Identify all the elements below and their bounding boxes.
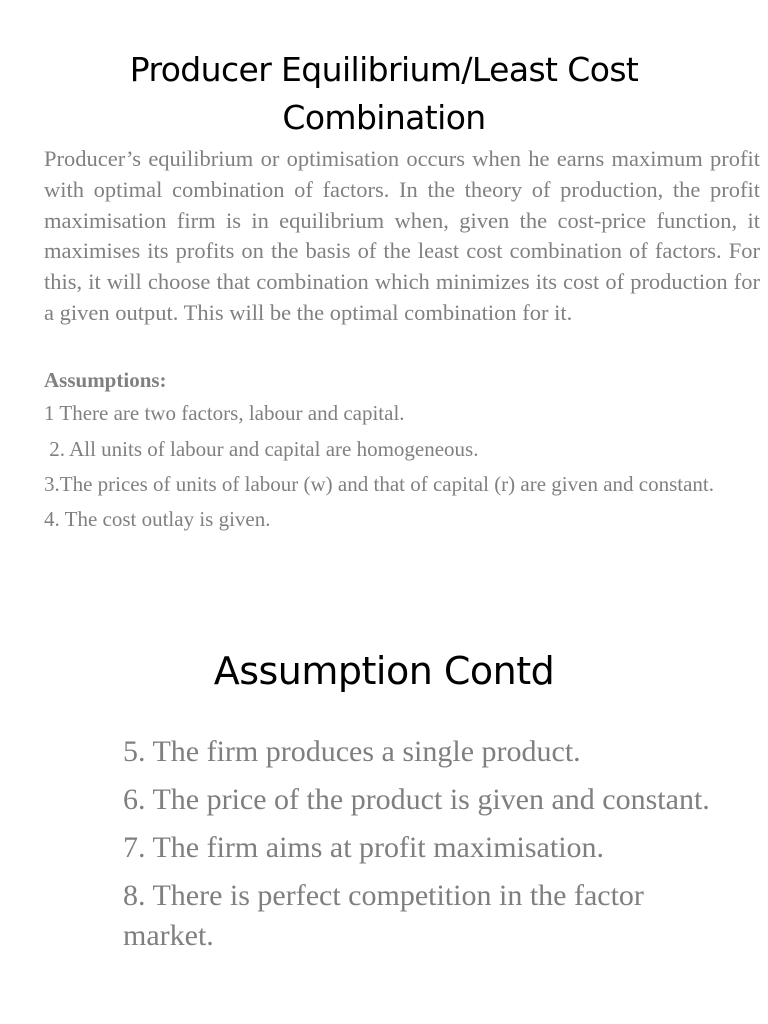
- slide-title-line-2: Combination: [282, 98, 486, 137]
- assumption-item: 1 There are two factors, labour and capital.: [44, 401, 405, 425]
- assumption-item: 5. The firm produces a single product.: [123, 735, 581, 768]
- slide-assumption-contd: [0, 590, 768, 1024]
- slide-title: Assumption Contd: [213, 649, 555, 693]
- assumption-item: 7. The firm aims at profit maximisation.: [123, 831, 605, 864]
- assumption-item: 2. All units of labour and capital are homogeneous.: [44, 436, 479, 461]
- assumption-item: 6. The price of the product is given and constant.: [123, 783, 710, 816]
- assumptions-list: [44, 398, 744, 540]
- assumptions-heading: Assumptions:: [44, 368, 167, 392]
- assumption-item: 8. There is perfect competition in the factor market.: [123, 879, 644, 952]
- assumption-contd-list: [123, 732, 723, 964]
- slide-title-line-1: Producer Equilibrium/Least Cost: [129, 50, 639, 89]
- slide-title: [0, 46, 768, 142]
- assumption-item: 3.The prices of units of labour (w) and that of capital (r) are given and constant.: [44, 472, 715, 496]
- intro-paragraph: Producer’s equilibrium or optimisation occurs when he earns maximum profit with optimal combination of factors. In the theory of production, the profit maximisation firm is in equilibrium when, given the cost-price function, it maximises its profits on the basis of the least cost combination of factors. For this, it will choose that combination which minimizes its cost of production for a given output. This will be the optimal combination for it.: [44, 146, 760, 325]
- assumption-item: 4. The cost outlay is given.: [44, 507, 271, 531]
